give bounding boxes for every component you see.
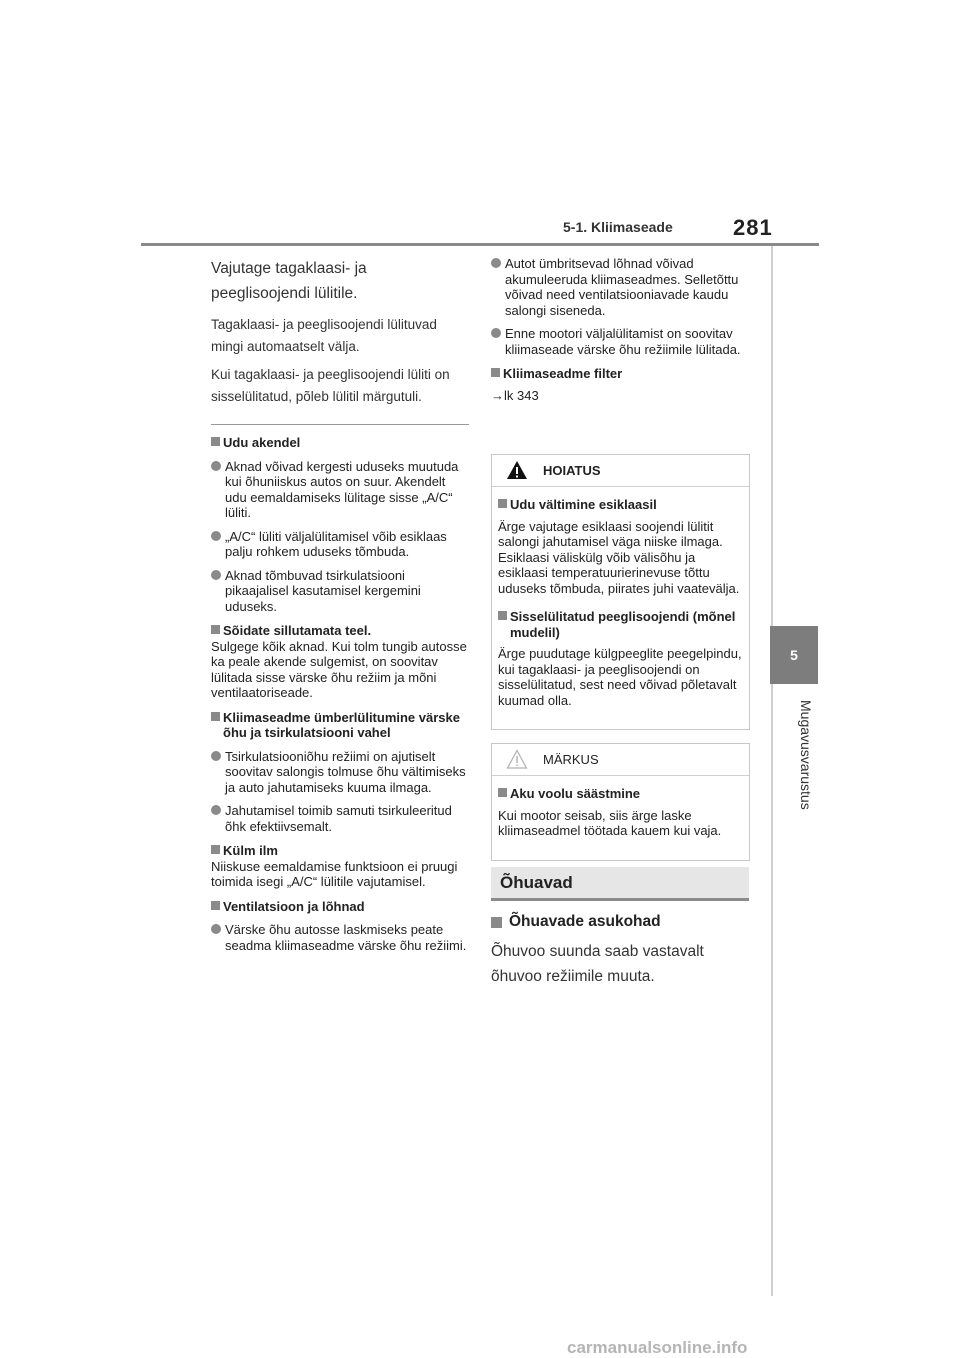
square-bullet-icon xyxy=(211,845,220,854)
right-column xyxy=(491,256,749,403)
watermark: carmanualsonline.info xyxy=(567,1338,748,1357)
notice-box xyxy=(491,743,750,861)
paragraph: Ärge puudutage külgpeeglite peegelpindu, kui tagaklaasi- ja peeglisoojendi on sisselülitatud, sest need võivad põletavalt kuumad olla. xyxy=(498,646,742,708)
round-bullet-icon xyxy=(211,461,221,471)
section-title: 5-1. Kliimaseade xyxy=(563,219,673,235)
warning-body xyxy=(492,487,749,729)
notice-title: MÄRKUS xyxy=(543,752,599,767)
bullet-item: „A/C“ lüliti väljalülitamisel võib esiklaas palju rohkem uduseks tõmbuda. xyxy=(211,529,469,560)
section-heading: Kliimaseadme ümberlülitumine värske õhu ja tsirkulatsiooni vahel xyxy=(211,710,469,741)
square-bullet-icon xyxy=(211,712,220,721)
warning-title: HOIATUS xyxy=(543,463,601,478)
section-heading: Aku voolu säästmine xyxy=(498,786,743,802)
section-heading: Sõidate sillutamata teel. xyxy=(211,623,469,639)
section-title-bar: Õhuavad xyxy=(491,867,749,901)
square-bullet-icon xyxy=(498,611,507,620)
side-tab-line xyxy=(771,246,773,1296)
bullet-item: Autot ümbritsevad lõhnad võivad akumuleeruda kliimaseadmes. Selletõttu võivad need ventilatsiooniavade kaudu salongi siseneda. xyxy=(491,256,749,318)
round-bullet-icon xyxy=(211,570,221,580)
round-bullet-icon xyxy=(211,531,221,541)
bullet-item: Aknad tõmbuvad tsirkulatsiooni pikaajalisel kasutamisel kergemini uduseks. xyxy=(211,568,469,615)
section-heading: Ventilatsioon ja lõhnad xyxy=(211,899,469,915)
page-reference: →lk 343 xyxy=(491,387,539,403)
bullet-item: Enne mootori väljalülitamist on soovitav kliimaseade värske õhu režiimile lülitada. xyxy=(491,326,749,357)
ohuavad-section xyxy=(491,867,749,1005)
warning-header xyxy=(492,455,749,487)
section-heading: Sisselülitatud peeglisoojendi (mõnel mudelil) xyxy=(498,609,743,640)
square-bullet-icon xyxy=(211,901,220,910)
section-divider xyxy=(211,424,469,425)
notice-header xyxy=(492,744,749,776)
square-bullet-icon xyxy=(211,625,220,634)
paragraph: Kui tagaklaasi- ja peeglisoojendi lüliti on sisselülitatud, põleb lülitil märgutuli. xyxy=(211,367,450,404)
warning-box xyxy=(491,454,750,730)
round-bullet-icon xyxy=(491,258,501,268)
square-bullet-icon xyxy=(491,917,502,928)
section-heading: Udu akendel xyxy=(211,435,469,451)
round-bullet-icon xyxy=(211,805,221,815)
notice-triangle-icon xyxy=(506,749,528,769)
square-bullet-icon xyxy=(498,499,507,508)
paragraph: Ärge vajutage esiklaasi soojendi lülitit salongi jahutamisel väga niiske ilmaga. Esiklaasi väliskülg võib välisõhu ja esiklaasi temperatuurierinevuse tõttu uduseks tõmbuda, piirates juhi vaatevälja. xyxy=(498,518,740,596)
section-heading: Udu vältimine esiklaasil xyxy=(498,497,743,513)
section-heading: Õhuavade asukohad xyxy=(491,913,749,931)
paragraph: Sulgege kõik aknad. Kui tolm tungib autosse ka peale akende sulgemist, on soovitav lülitada sisse värske õhu režiim ja mõni ventilaatoriseade. xyxy=(211,638,467,700)
paragraph: Õhuvoo suunda saab vastavalt õhuvoo režiimile muuta. xyxy=(491,943,704,985)
side-tab-label: Mugavusvarustus xyxy=(798,700,814,810)
square-bullet-icon xyxy=(491,368,500,377)
paragraph: Niiskuse eemaldamise funktsioon ei pruugi toimida isegi „A/C“ lülitile vajutamisel. xyxy=(211,858,458,889)
bullet-item: Värske õhu autosse laskmiseks peate seadma kliimaseadme värske õhu režiimi. xyxy=(211,922,469,953)
warning-triangle-icon xyxy=(506,460,528,480)
section-heading: Kliimaseadme filter xyxy=(491,366,749,382)
side-tab-number: 5 xyxy=(770,626,818,684)
square-bullet-icon xyxy=(498,788,507,797)
round-bullet-icon xyxy=(491,328,501,338)
intro-text: Vajutage tagaklaasi- ja peeglisoojendi lülitile. xyxy=(211,260,367,302)
section-heading: Külm ilm xyxy=(211,843,469,859)
bullet-item: Aknad võivad kergesti uduseks muutuda kui õhuniiskus autos on suur. Akendelt udu eemaldamiseks lülitage sisse „A/C“ lüliti. xyxy=(211,459,469,521)
header-rule xyxy=(141,243,819,246)
page-number: 281 xyxy=(733,215,773,240)
bullet-item: Tsirkulatsiooniõhu režiimi on ajutiselt soovitav salongis tolmuse õhu vältimiseks ja auto jahutamiseks kuuma ilmaga. xyxy=(211,749,469,796)
round-bullet-icon xyxy=(211,751,221,761)
square-bullet-icon xyxy=(211,437,220,446)
notice-body xyxy=(492,776,749,860)
left-column xyxy=(211,256,469,953)
paragraph: Tagaklaasi- ja peeglisoojendi lülituvad mingi automaatselt välja. xyxy=(211,317,437,354)
paragraph: Kui mootor seisab, siis ärge laske kliimaseadmel töötada kauem kui vaja. xyxy=(498,807,722,838)
bullet-item: Jahutamisel toimib samuti tsirkuleeritud õhk efektiivsemalt. xyxy=(211,803,469,834)
round-bullet-icon xyxy=(211,924,221,934)
